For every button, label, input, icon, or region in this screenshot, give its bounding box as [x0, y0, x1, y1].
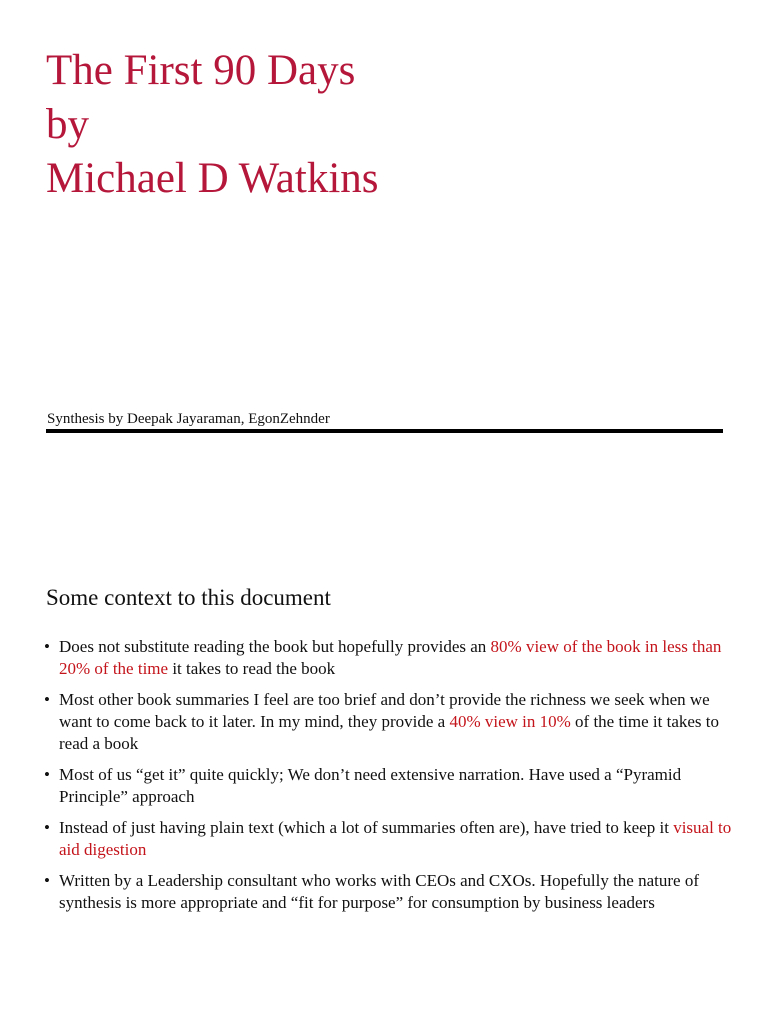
title-line-2: by	[46, 101, 89, 148]
document-title	[46, 44, 736, 206]
bullet-highlight: 40% view in 10%	[449, 712, 571, 731]
bullet-highlight: 80% view of the book in less than 20% of the time	[59, 637, 722, 678]
bullet-item	[44, 817, 734, 861]
title-line-1: The First 90 Days	[46, 47, 356, 94]
bullet-highlight: visual to aid digestion	[59, 818, 732, 859]
bullet-text-tail: of the time it takes to read a book	[59, 712, 720, 753]
bullet-item	[44, 764, 734, 808]
bullet-dot-icon: •	[44, 637, 50, 656]
horizontal-divider	[46, 429, 723, 433]
bullet-item	[44, 636, 734, 680]
bullet-dot-icon: •	[44, 871, 50, 890]
bullet-dot-icon: •	[44, 765, 50, 784]
bullet-text: Most other book summaries I feel are too brief and don’t provide the richness we seek when we want to come back to it later. In my mind, they provide a	[59, 690, 710, 731]
bullet-text: Most of us “get it” quite quickly; We don’t need extensive narration. Have used a “Pyramid Principle” approach	[59, 765, 682, 806]
synthesis-credit: Synthesis by Deepak Jayaraman, EgonZehnder	[47, 411, 330, 427]
bullet-item	[44, 870, 734, 914]
bullet-text: Written by a Leadership consultant who works with CEOs and CXOs. Hopefully the nature of synthesis is more appropriate and “fit for purpose” for consumption by business leaders	[59, 871, 699, 912]
context-bullet-list	[44, 636, 734, 923]
bullet-text: Instead of just having plain text (which a lot of summaries often are), have tried to keep it	[59, 818, 674, 837]
title-line-3: Michael D Watkins	[46, 155, 379, 202]
section-heading: Some context to this document	[46, 585, 331, 610]
bullet-text: Does not substitute reading the book but hopefully provides an	[59, 637, 491, 656]
bullet-dot-icon: •	[44, 690, 50, 709]
bullet-item	[44, 689, 734, 755]
bullet-text-tail: it takes to read the book	[168, 659, 336, 678]
bullet-dot-icon: •	[44, 818, 50, 837]
